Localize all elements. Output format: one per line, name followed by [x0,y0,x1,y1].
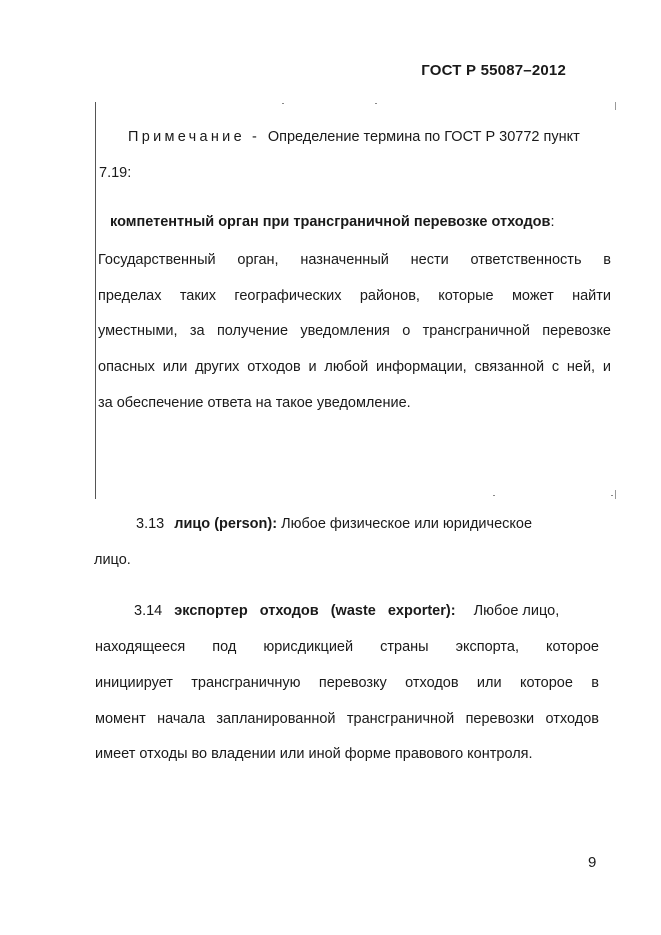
note-dash: - [251,129,257,145]
page-number: 9 [588,854,597,871]
section-3-14-line-2: находящееся под юрисдикцией страны экспорта, которое [95,639,599,655]
section-3-14-text: Любое лицо, [473,603,560,619]
definition-line-3: уместными, за получение уведомления о трансграничной перевозке [98,323,611,339]
section-3-14-line-1 [134,602,559,620]
note-text: Определение термина по ГОСТ Р 30772 пункт [267,129,580,145]
section-3-14-term: экспортер отходов (waste exporter): [174,603,456,619]
definition-line-5: за обеспечение ответа на такое уведомление. [98,395,411,411]
section-3-14-line-5: имеет отходы во владении или иной форме правового контроля. [95,746,533,762]
scan-speck [282,103,284,104]
note-term-line [110,213,554,231]
section-3-14-line-4: момент начала запланированной трансграничной перевозки отходов [95,711,599,727]
note-box-right-border-bottom [615,490,616,499]
section-3-13-term: лицо (person): [174,516,278,532]
definition-line-2: пределах таких географических районов, которые может найти [98,288,611,304]
scan-speck [493,495,495,496]
note-label: Примечание [128,129,245,145]
note-line-2: 7.19: [99,165,132,181]
note-term: компетентный орган при трансграничной перевозке отходов [110,214,551,230]
section-3-13-line-1 [136,515,532,533]
section-3-14-line-3: инициирует трансграничную перевозку отходов или которое в [95,675,599,691]
note-term-colon: : [550,214,555,230]
note-box-right-border-top [615,102,616,110]
definition-line-1: Государственный орган, назначенный нести ответственность в [98,252,611,268]
section-3-13-line-2: лицо. [94,552,131,568]
scan-speck [611,495,613,496]
note-line-1 [128,128,580,146]
section-3-13-text: Любое физическое или юридическое [281,516,533,532]
document-code: ГОСТ Р 55087–2012 [421,62,566,79]
scan-speck [375,103,377,104]
note-box-left-border [95,102,96,499]
section-3-14-number: 3.14 [134,603,163,619]
section-3-13-number: 3.13 [136,516,165,532]
definition-line-4: опасных или других отходов и любой информации, связанной с ней, и [98,359,611,375]
